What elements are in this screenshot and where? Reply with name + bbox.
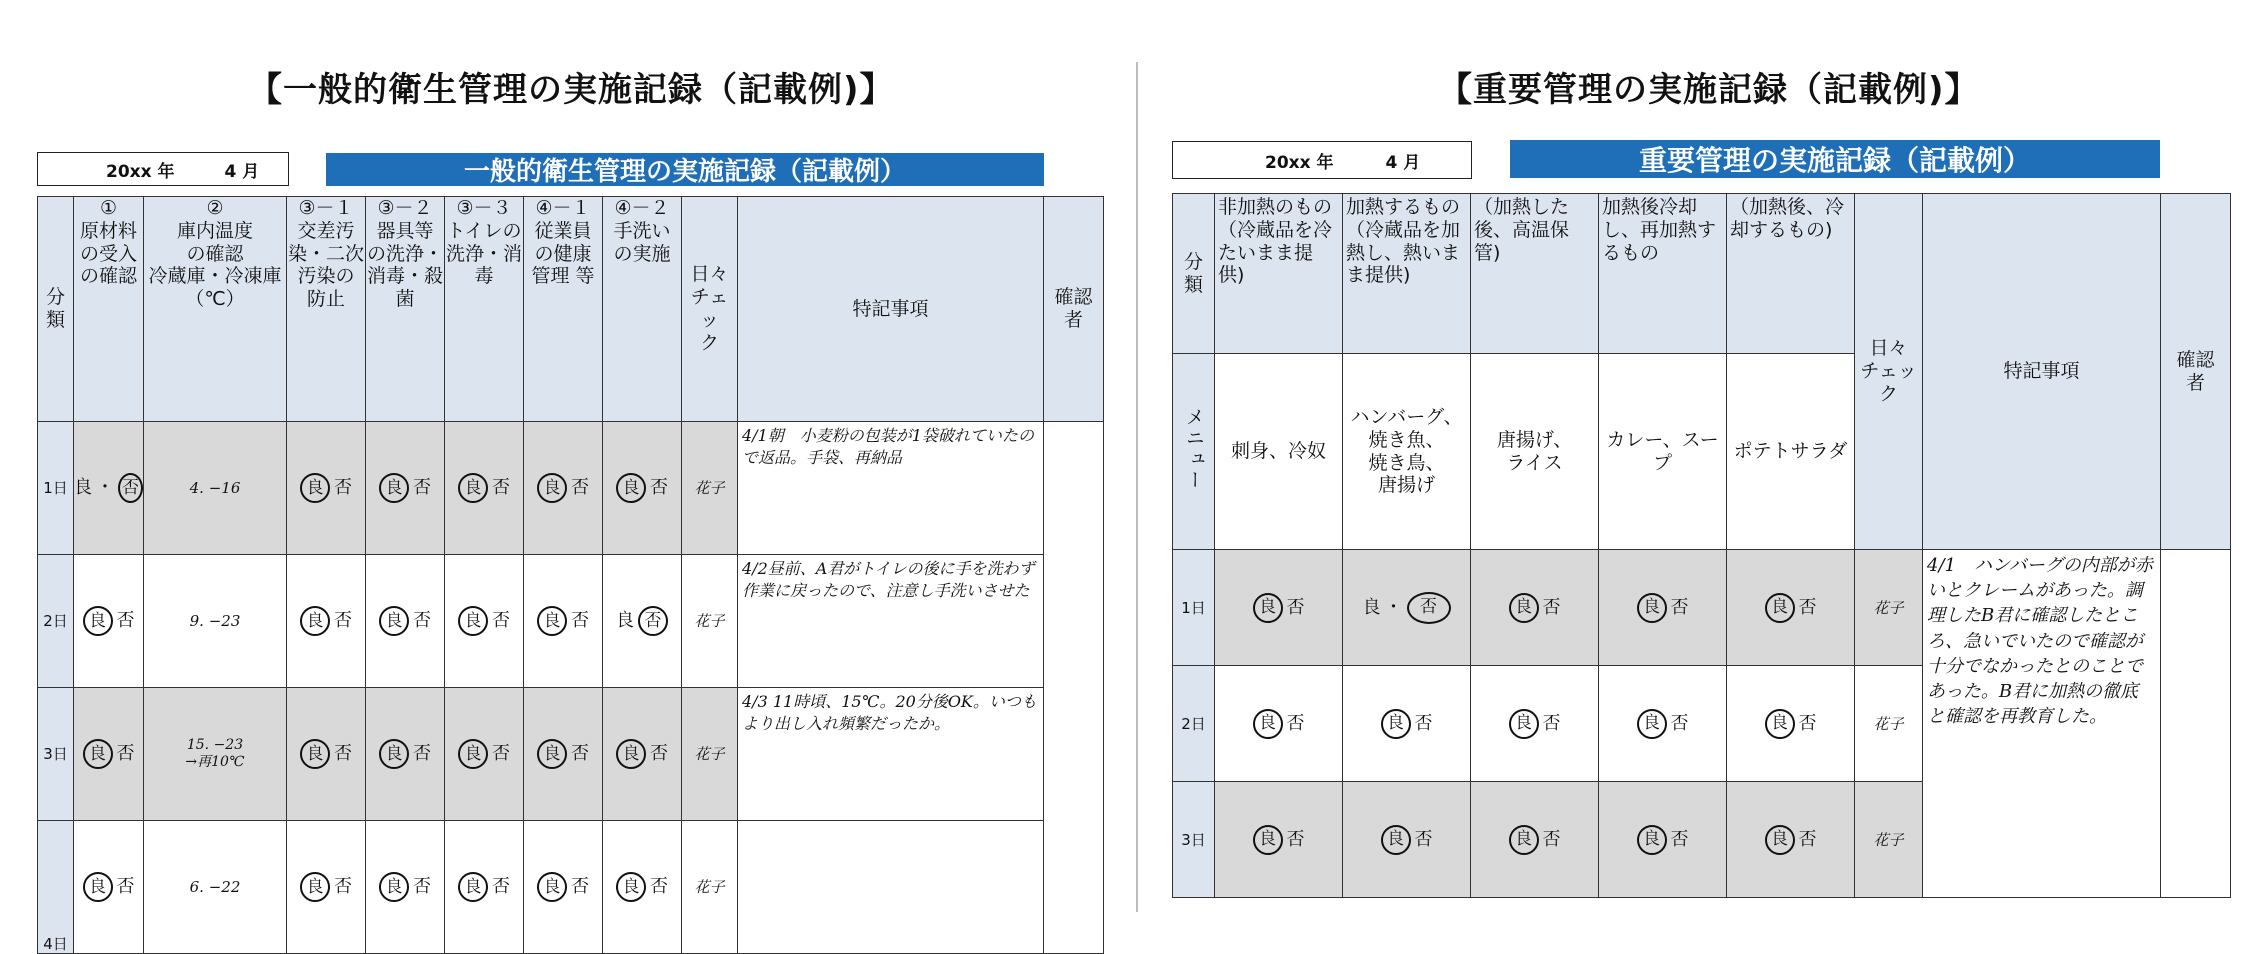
special-note: [738, 821, 1044, 954]
no-label: 否: [334, 477, 352, 499]
right-col-notes: 特記事項: [1923, 194, 2161, 550]
day-label: 2日: [1173, 666, 1215, 782]
no-label: 否: [334, 876, 352, 898]
day-label: 3日: [1173, 782, 1215, 898]
check-cell[interactable]: [1471, 666, 1599, 782]
menu-item: 刺身、冷奴: [1215, 354, 1343, 550]
no-label: 否: [1542, 596, 1561, 618]
selected-circle: 良: [300, 473, 330, 503]
check-cell[interactable]: [1343, 666, 1471, 782]
no-label: 否: [571, 477, 589, 499]
no-label: 否: [1798, 828, 1817, 850]
no-label: 否: [1414, 828, 1433, 850]
check-cell[interactable]: [524, 688, 603, 821]
right-date-box: [1172, 141, 1472, 179]
no-label: 否: [1670, 712, 1689, 734]
no-label: 否: [1798, 712, 1817, 734]
no-label: 否: [1286, 828, 1305, 850]
receipt-check[interactable]: [74, 555, 144, 688]
right-banner: 重要管理の実施記録（記載例）: [1510, 140, 2160, 178]
check-cell[interactable]: [603, 688, 682, 821]
no-label: 否: [1670, 596, 1689, 618]
selected-circle: 良: [616, 872, 646, 902]
selected-circle: 良: [1765, 593, 1795, 623]
no-label: 否: [1542, 828, 1561, 850]
right-col-category: 分 類: [1173, 194, 1215, 354]
check-cell[interactable]: [1343, 782, 1471, 898]
daily-signature: 花子: [682, 821, 738, 954]
right-header-row: [1173, 194, 2231, 354]
no-label: 否: [413, 743, 431, 765]
selected-circle: 良: [300, 606, 330, 636]
receipt-check[interactable]: [74, 821, 144, 954]
no-label: 否: [334, 610, 352, 632]
no-label: 否: [492, 743, 510, 765]
selected-circle: 良: [537, 872, 567, 902]
selected-circle: 否: [638, 606, 668, 636]
selected-circle: 良: [1253, 825, 1283, 855]
selected-circle: 良: [1637, 825, 1667, 855]
check-cell[interactable]: [287, 422, 366, 555]
day-label: 4日: [38, 821, 74, 954]
left-col-health: ④－１ 従業員 の健康 管理 等: [524, 197, 603, 422]
left-col-handwash: ④－２ 手洗い の実施: [603, 197, 682, 422]
check-cell[interactable]: [1727, 782, 1855, 898]
selected-circle: 良: [458, 739, 488, 769]
check-cell[interactable]: [287, 555, 366, 688]
check-cell[interactable]: [287, 821, 366, 954]
left-col-daily: 日々 チェッ ク: [682, 197, 738, 422]
daily-signature: 花子: [682, 688, 738, 821]
selected-circle: 否: [1407, 592, 1451, 624]
check-cell[interactable]: [445, 688, 524, 821]
table-row: [38, 422, 1104, 555]
selected-circle: 良: [1637, 709, 1667, 739]
left-col-toilet: ③－３ トイレの 洗浄・消 毒: [445, 197, 524, 422]
day-label: 1日: [38, 422, 74, 555]
temperature-value: 6. −22: [144, 821, 287, 954]
no-label: 否: [650, 876, 668, 898]
sep: ・: [96, 477, 114, 499]
right-col-heated: 加熱するもの（冷蔵品を加熱し、熱いまま提供): [1343, 194, 1471, 354]
selected-circle: 良: [1253, 593, 1283, 623]
no-label: 否: [413, 610, 431, 632]
check-cell[interactable]: [524, 422, 603, 555]
no-label: 否: [492, 610, 510, 632]
left-col-category: 分類: [38, 197, 74, 422]
no-label: 否: [571, 876, 589, 898]
right-col-reheat: 加熱後冷却し、再加熱するもの: [1599, 194, 1727, 354]
right-col-daily: 日々 チェック: [1855, 194, 1923, 550]
menu-item: カレー、スープ: [1599, 354, 1727, 550]
temperature-value: 9. −23: [144, 555, 287, 688]
no-label: 否: [116, 876, 135, 898]
check-cell[interactable]: [1471, 550, 1599, 666]
receipt-check[interactable]: [74, 422, 144, 555]
check-cell[interactable]: [1215, 550, 1343, 666]
selected-circle: 良: [300, 872, 330, 902]
selected-circle: 良: [379, 606, 409, 636]
temperature-value: 4. −16: [144, 422, 287, 555]
day-label: 2日: [38, 555, 74, 688]
check-cell[interactable]: [603, 422, 682, 555]
no-label: 否: [1286, 596, 1305, 618]
daily-signature: 花子: [1855, 550, 1923, 666]
selected-circle: 良: [616, 739, 646, 769]
left-banner: 一般的衛生管理の実施記録（記載例）: [326, 153, 1044, 186]
special-note: 4/2昼前、A君がトイレの後に手を洗わず作業に戻ったので、注意し手洗いさせた: [738, 555, 1044, 688]
check-cell[interactable]: [445, 821, 524, 954]
daily-signature: 花子: [682, 422, 738, 555]
yes-label: 良: [74, 477, 92, 499]
menu-label: [1173, 354, 1215, 550]
receipt-check[interactable]: [74, 688, 144, 821]
daily-signature: 花子: [1855, 666, 1923, 782]
table-row: [1173, 550, 2231, 666]
right-col-hotstore: （加熱した後、高温保管): [1471, 194, 1599, 354]
selected-circle: 良: [537, 739, 567, 769]
check-cell[interactable]: [524, 821, 603, 954]
no-label: 否: [571, 743, 589, 765]
day-label: 1日: [1173, 550, 1215, 666]
no-label: 否: [413, 477, 431, 499]
selected-circle: 良: [1253, 709, 1283, 739]
no-label: 否: [650, 743, 668, 765]
daily-signature: 花子: [682, 555, 738, 688]
selected-circle: 良: [1509, 825, 1539, 855]
selected-circle: 良: [83, 739, 113, 769]
check-cell[interactable]: [1599, 550, 1727, 666]
no-label: 否: [650, 477, 668, 499]
selected-circle: 良: [537, 473, 567, 503]
table-row: [38, 821, 1104, 954]
no-label: 否: [413, 876, 431, 898]
left-col-utensils: ③－２ 器具等 の洗浄・ 消毒・殺 菌: [366, 197, 445, 422]
menu-item: 唐揚げ、 ライス: [1471, 354, 1599, 550]
no-label: 否: [492, 477, 510, 499]
left-col-contamination: ③－１ 交差汚 染・二次 汚染の 防止: [287, 197, 366, 422]
selected-circle: 否: [118, 473, 143, 503]
check-cell[interactable]: [1215, 782, 1343, 898]
left-date-year: 20xx 年: [106, 161, 175, 182]
table-row: [38, 555, 1104, 688]
check-cell[interactable]: [445, 422, 524, 555]
left-date-box: [37, 152, 289, 186]
selected-circle: 良: [1509, 593, 1539, 623]
right-col-nonheated: 非加熱のもの（冷蔵品を冷たいまま提供): [1215, 194, 1343, 354]
special-note: 4/1朝 小麦粉の包装が1袋破れていたので返品。手袋、再納品: [738, 422, 1044, 555]
no-label: 否: [334, 743, 352, 765]
check-cell[interactable]: [445, 555, 524, 688]
no-label: 否: [1414, 712, 1433, 734]
selected-circle: 良: [458, 872, 488, 902]
page-divider: [1136, 62, 1138, 912]
check-cell[interactable]: [1599, 666, 1727, 782]
table-row: [38, 688, 1104, 821]
selected-circle: 良: [1765, 825, 1795, 855]
right-col-cooled: （加熱後、冷却するもの): [1727, 194, 1855, 354]
left-col-notes: 特記事項: [738, 197, 1044, 422]
confirmer-cell[interactable]: [1044, 422, 1104, 954]
left-col-receipt: ① 原材料 の受入 の確認: [74, 197, 144, 422]
right-heading: 【重要管理の実施記録（記載例)】: [1438, 70, 1980, 110]
check-cell[interactable]: [1343, 550, 1471, 666]
left-record-table: [37, 196, 1104, 954]
menu-label-text: メニュー: [1182, 406, 1205, 491]
selected-circle: 良: [537, 606, 567, 636]
selected-circle: 良: [1509, 709, 1539, 739]
special-note: 4/1 ハンバーグの内部が赤いとクレームがあった。調理したB君に確認したところ、急いでいたので確認が十分でなかったとのことであった。B君に加熱の徹底と確認を再教育した。: [1923, 550, 2161, 898]
special-note: 4/3 11時頃、15℃。20分後OK。いつもより出し入れ頻繁だったか。: [738, 688, 1044, 821]
check-cell[interactable]: [524, 555, 603, 688]
right-date-year: 20xx 年: [1265, 152, 1334, 173]
day-label: 3日: [38, 688, 74, 821]
selected-circle: 良: [379, 872, 409, 902]
selected-circle: 良: [1381, 709, 1411, 739]
check-cell[interactable]: [366, 422, 445, 555]
check-cell[interactable]: [366, 555, 445, 688]
selected-circle: 良: [83, 606, 113, 636]
no-label: 否: [1542, 712, 1561, 734]
right-record-table: [1172, 193, 2231, 898]
selected-circle: 良: [83, 872, 113, 902]
temperature-value: 15. −23 →再10℃: [144, 688, 287, 821]
selected-circle: 良: [379, 473, 409, 503]
selected-circle: 良: [458, 606, 488, 636]
left-date-month: 4 月: [224, 161, 260, 182]
selected-circle: 良: [616, 473, 646, 503]
yes-label: 良: [616, 610, 634, 632]
selected-circle: 良: [379, 739, 409, 769]
check-cell[interactable]: [603, 821, 682, 954]
selected-circle: 良: [300, 739, 330, 769]
check-cell[interactable]: [366, 821, 445, 954]
check-cell[interactable]: [287, 688, 366, 821]
check-cell[interactable]: [1727, 550, 1855, 666]
no-label: 否: [492, 876, 510, 898]
no-label: 否: [1798, 596, 1817, 618]
confirmer-cell[interactable]: [2161, 550, 2231, 898]
yes-label: 良: [1362, 596, 1381, 618]
check-cell[interactable]: [366, 688, 445, 821]
check-cell[interactable]: [603, 555, 682, 688]
no-label: 否: [116, 743, 135, 765]
no-label: 否: [571, 610, 589, 632]
left-col-temperature: ② 庫内温度 の確認 冷蔵庫・冷凍庫 （℃）: [144, 197, 287, 422]
no-label: 否: [1670, 828, 1689, 850]
selected-circle: 良: [1381, 825, 1411, 855]
no-label: 否: [116, 610, 135, 632]
check-cell[interactable]: [1471, 782, 1599, 898]
sep: ・: [1384, 596, 1403, 618]
menu-item: ハンバーグ、 焼き魚、 焼き鳥、 唐揚げ: [1343, 354, 1471, 550]
left-col-confirmer: 確認 者: [1044, 197, 1104, 422]
no-label: 否: [1286, 712, 1305, 734]
check-cell[interactable]: [1727, 666, 1855, 782]
check-cell[interactable]: [1599, 782, 1727, 898]
menu-item: ポテトサラダ: [1727, 354, 1855, 550]
daily-signature: 花子: [1855, 782, 1923, 898]
right-date-month: 4 月: [1385, 152, 1421, 173]
selected-circle: 良: [458, 473, 488, 503]
left-heading: 【一般的衛生管理の実施記録（記載例)】: [248, 70, 895, 110]
selected-circle: 良: [1637, 593, 1667, 623]
selected-circle: 良: [1765, 709, 1795, 739]
right-col-confirmer: 確認 者: [2161, 194, 2231, 550]
check-cell[interactable]: [1215, 666, 1343, 782]
left-header-row: [38, 197, 1104, 422]
